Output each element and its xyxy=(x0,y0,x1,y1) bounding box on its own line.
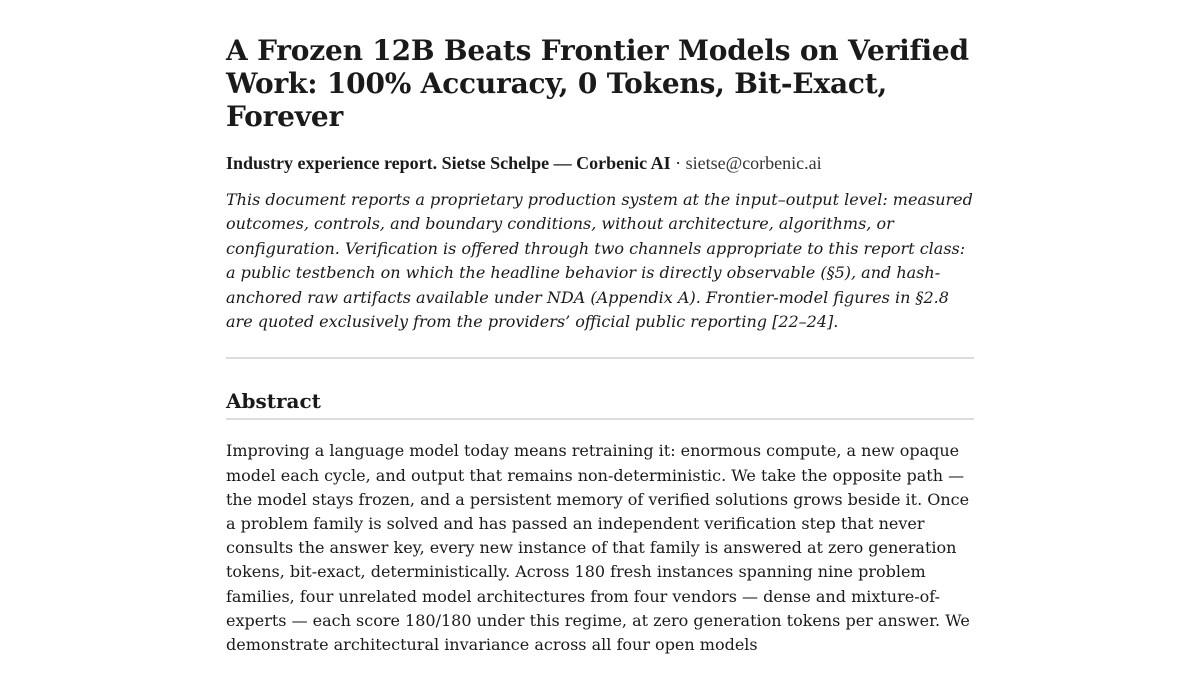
section-divider xyxy=(226,357,974,359)
byline-separator: · xyxy=(670,153,686,173)
paper-title: A Frozen 12B Beats Frontier Models on Verified Work: 100% Accuracy, 0 Tokens, Bit-Exact, Forever xyxy=(226,34,969,133)
abstract-heading: Abstract xyxy=(226,389,974,420)
author-affiliation: Industry experience report. Sietse Schelpe — Corbenic AI xyxy=(226,153,671,173)
report-disclaimer: This document reports a proprietary production system at the input–output level: measured outcomes, controls, and boundary conditions, without architecture, algorithms, or configuration. Verification is offered through two channels appropriate to this report class: a public testbench on which the headline behavior is directly observable (§5), and hash-anchored raw artifacts available under NDA (Appendix A). Frontier-model figures in §2.8 are quoted exclusively from the providers’ official public reporting [22–24]. xyxy=(226,190,973,332)
abstract-text: Improving a language model today means retraining it: enormous compute, a new opaque model each cycle, and output that remains non-deterministic. We take the opposite path — the model stays frozen, and a persistent memory of verified solutions grows beside it. Once a problem family is solved and has passed an independent verification step that never consults the answer key, every new instance of that family is answered at zero generation tokens, bit-exact, deterministically. Across 180 fresh instances spanning nine problem families, four unrelated model architectures from four vendors — dense and mixture-of-experts — each score 180/180 under this regime, at zero generation tokens per answer. We demonstrate architectural invariance across all four open models xyxy=(226,441,970,655)
author-email[interactable]: sietse@corbenic.ai xyxy=(685,153,822,173)
paper-page xyxy=(226,30,974,673)
author-byline xyxy=(226,151,974,175)
